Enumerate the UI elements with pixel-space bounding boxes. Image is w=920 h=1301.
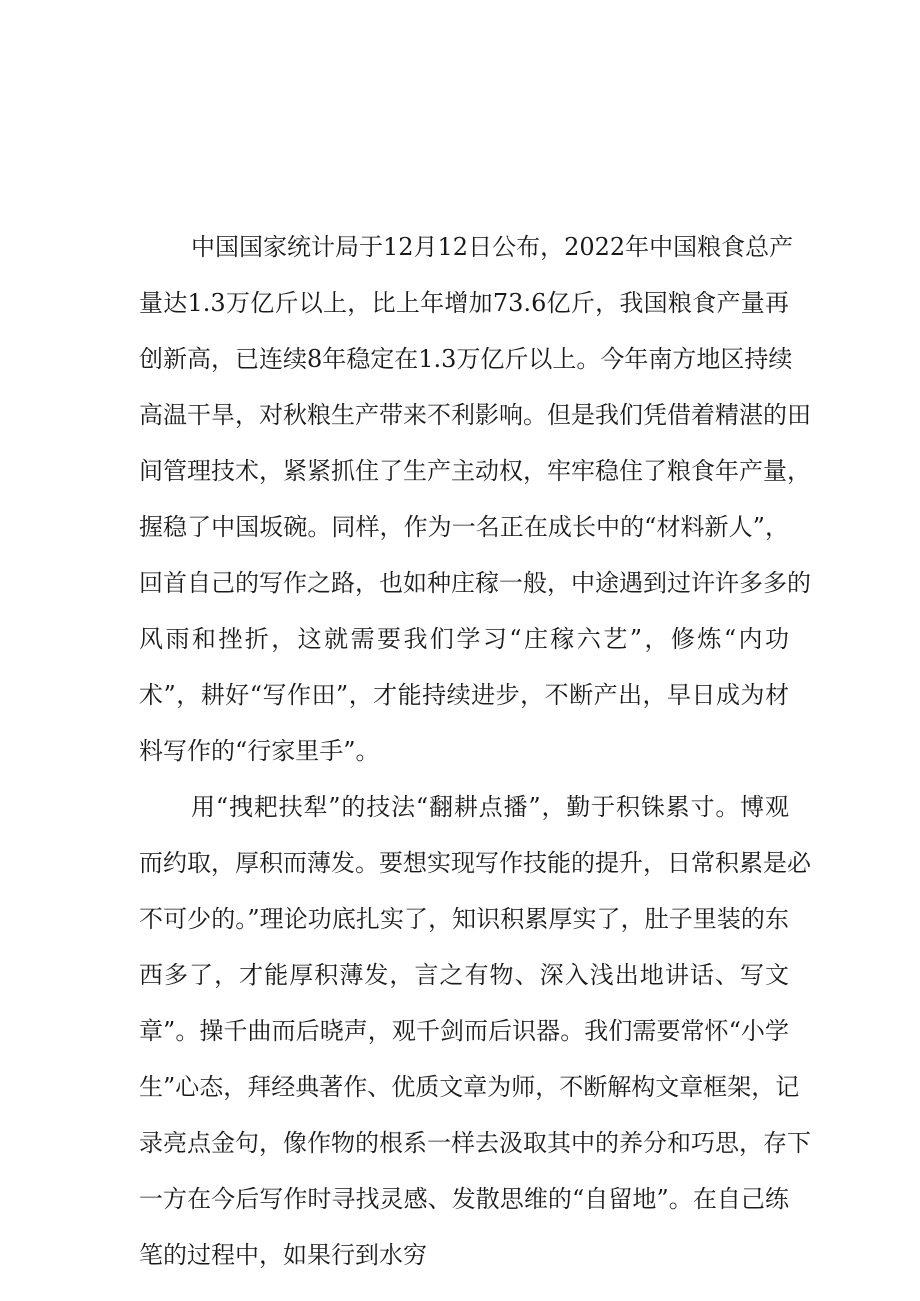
text-line: 笔的过程中，如果行到水穷 [139, 1241, 427, 1269]
document-body [139, 219, 811, 1283]
text-line: 握稳了中国坂碗。同样，作为一名正在成长中的“材料新人”， [139, 513, 789, 541]
text-line: 高温干旱，对秋粮生产带来不利影响。但是我们凭借着精湛的田 [139, 401, 811, 429]
text-line: 间管理技术，紧紧抓住了生产主动权，牢牢稳住了粮食年产量， [139, 457, 811, 485]
text-line: 不可少的。”理论功底扎实了，知识积累厚实了，肚子里装的东 [139, 905, 789, 933]
text-line: 而约取，厚积而薄发。要想实现写作技能的提升，日常积累是必 [139, 849, 811, 877]
text-line: 用“拽耙扶犁”的技法“翻耕点播”，勤于积铢累寸。博观 [191, 793, 789, 821]
text-line: 料写作的“行家里手”。 [139, 737, 380, 765]
text-line: 回首自己的写作之路，也如种庄稼一般，中途遇到过许许多多的 [139, 569, 811, 597]
text-line: 术”，耕好“写作田”，才能持续进步，不断产出，早日成为材 [139, 681, 789, 709]
text-line: 录亮点金句，像作物的根系一样去汲取其中的养分和巧思，存下 [139, 1129, 811, 1157]
text-line: 量达1.3万亿斤以上，比上年增加73.6亿斤，我国粮食产量再 [139, 289, 789, 317]
paragraph-1 [139, 219, 811, 779]
text-line: 中国国家统计局于12月12日公布，2022年中国粮食总产 [191, 233, 794, 261]
text-line: 风雨和挫折，这就需要我们学习“庄稼六艺”，修炼“内功 [139, 625, 789, 653]
text-line: 一方在今后写作时寻找灵感、发散思维的“自留地”。在自己练 [139, 1185, 789, 1213]
text-line: 西多了，才能厚积薄发，言之有物、深入浅出地讲话、写文 [139, 961, 789, 989]
paragraph-2 [139, 779, 811, 1283]
text-line: 生”心态，拜经典著作、优质文章为师，不断解构文章框架，记 [139, 1073, 800, 1101]
text-line: 创新高，已连续8年稳定在1.3万亿斤以上。今年南方地区持续 [139, 345, 793, 373]
text-line: 章”。操千曲而后晓声，观千剑而后识器。我们需要常怀“小学 [139, 1017, 789, 1045]
